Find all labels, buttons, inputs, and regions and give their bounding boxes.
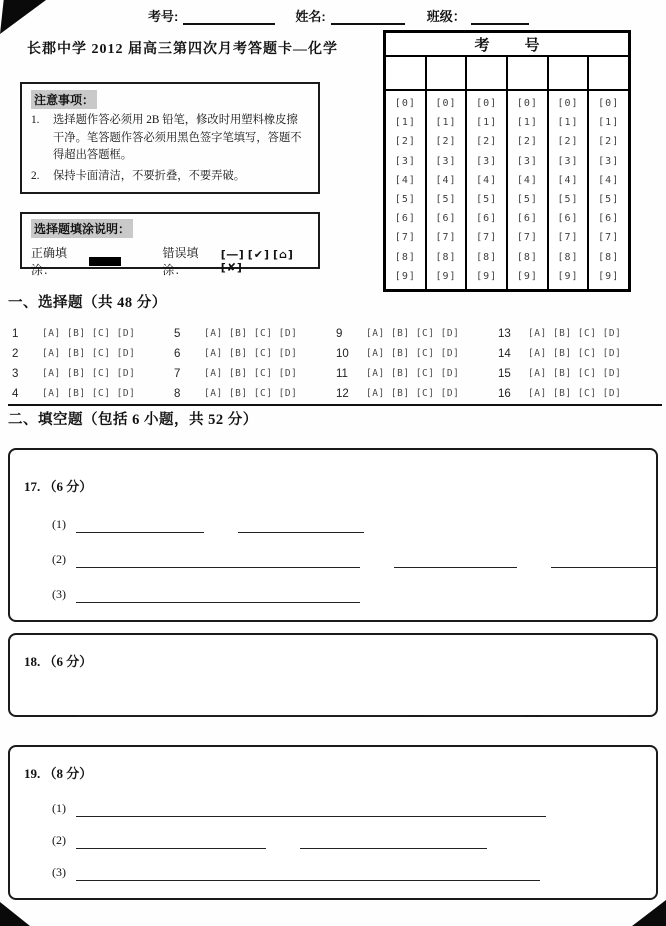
notice-heading: 注意事项： <box>31 90 97 109</box>
question-cell <box>12 384 174 403</box>
digit-bubble[interactable]: [2] <box>557 136 579 148</box>
answer-option-bubbles[interactable]: [A] [B] [C] [D] <box>204 328 298 339</box>
digit-bubble[interactable]: [3] <box>394 155 416 167</box>
digit-bubble[interactable]: [7] <box>435 232 457 244</box>
digit-bubble[interactable]: [2] <box>476 136 498 148</box>
question-number: 11 <box>336 367 348 380</box>
question-cell <box>12 364 174 383</box>
digit-bubble[interactable]: [3] <box>516 155 538 167</box>
digit-bubble[interactable]: [9] <box>598 270 620 282</box>
exam-number-write-cell[interactable] <box>549 57 590 89</box>
exam-number-write-cell[interactable] <box>589 57 628 89</box>
digit-bubble[interactable]: [5] <box>435 194 457 206</box>
digit-bubble[interactable]: [4] <box>516 174 538 186</box>
digit-bubble[interactable]: [1] <box>516 117 538 129</box>
answer-box-heading <box>24 476 642 495</box>
exam-number-column <box>508 91 549 289</box>
digit-bubble[interactable]: [0] <box>516 98 538 110</box>
question-cell <box>12 344 174 363</box>
student-info-row <box>148 6 529 25</box>
sub-question-label: (2) <box>52 552 66 566</box>
digit-bubble[interactable]: [9] <box>557 270 579 282</box>
notice-box <box>20 82 320 194</box>
answer-option-bubbles[interactable]: [A] [B] [C] [D] <box>42 368 136 379</box>
digit-bubble[interactable]: [6] <box>394 213 416 225</box>
question-cell <box>336 344 498 363</box>
question-cell <box>174 344 336 363</box>
digit-bubble[interactable]: [3] <box>557 155 579 167</box>
digit-bubble[interactable]: [8] <box>394 251 416 263</box>
digit-bubble[interactable]: [3] <box>476 155 498 167</box>
digit-bubble[interactable]: [6] <box>435 213 457 225</box>
digit-bubble[interactable]: [1] <box>598 117 620 129</box>
answer-box-heading <box>24 763 642 782</box>
answer-row <box>24 698 642 713</box>
question-number: 16 <box>498 387 511 400</box>
answer-blank[interactable] <box>76 518 204 533</box>
notice-item-text: 选择题作答必须用 2B 铅笔，修改时用塑料橡皮擦干净。笔答题作答必须用黑色签字笔填写，答题不得超出答题框。 <box>53 114 302 161</box>
answer-blank[interactable] <box>541 701 630 716</box>
digit-bubble[interactable]: [8] <box>476 251 498 263</box>
answer-row <box>24 799 642 814</box>
question-cell <box>336 384 498 403</box>
digit-bubble[interactable]: [0] <box>557 98 579 110</box>
exam-number-column <box>589 91 628 289</box>
fill-instruction-box <box>20 212 320 277</box>
digit-bubble[interactable]: [0] <box>394 98 416 110</box>
question-number: 9 <box>336 327 343 340</box>
question-cell <box>336 324 498 343</box>
sub-question-label: (2) <box>52 833 66 847</box>
exam-number-write-cell[interactable] <box>508 57 549 89</box>
exam-number-column <box>549 91 590 289</box>
answer-option-bubbles[interactable]: [A] [B] [C] [D] <box>204 388 298 399</box>
digit-bubble[interactable]: [1] <box>476 117 498 129</box>
question-cell <box>498 364 660 383</box>
answer-option-bubbles[interactable]: [A] [B] [C] [D] <box>366 388 460 399</box>
choice-grid <box>12 324 660 403</box>
question-number: 17. <box>24 479 41 494</box>
wrong-marks <box>221 248 309 274</box>
answer-box-rows <box>24 515 642 600</box>
blank-section-heading: 二、填空题（包括 6 小题，共 52 分） <box>8 412 258 428</box>
exam-number-column <box>386 91 427 289</box>
answer-blank[interactable] <box>76 866 540 881</box>
sub-question-label: (3) <box>52 587 66 601</box>
digit-bubble[interactable]: [8] <box>516 251 538 263</box>
question-number: 15 <box>498 367 511 380</box>
question-number: 5 <box>174 327 181 340</box>
wrong-fill-sample: [✘] <box>220 261 243 274</box>
answer-blank[interactable] <box>551 553 657 568</box>
digit-bubble[interactable]: [8] <box>598 251 620 263</box>
answer-blank[interactable] <box>76 834 266 849</box>
question-cell <box>174 324 336 343</box>
answer-row <box>24 831 642 846</box>
exam-no-label: 考号: <box>148 9 179 24</box>
digit-bubble[interactable]: [8] <box>435 251 457 263</box>
question-score: （8 分） <box>43 766 93 781</box>
question-number: 14 <box>498 347 511 360</box>
question-cell <box>12 324 174 343</box>
digit-bubble[interactable]: [1] <box>394 117 416 129</box>
digit-bubble[interactable]: [6] <box>598 213 620 225</box>
digit-bubble[interactable]: [4] <box>557 174 579 186</box>
digit-bubble[interactable]: [2] <box>394 136 416 148</box>
digit-bubble[interactable]: [4] <box>598 174 620 186</box>
correct-fill-label: 正确填涂： <box>31 246 68 277</box>
question-score: （6 分） <box>43 654 93 669</box>
notice-item <box>31 112 309 165</box>
question-number: 1 <box>12 327 19 340</box>
notice-item <box>31 168 309 186</box>
answer-row <box>24 585 642 600</box>
question-number: 13 <box>498 327 511 340</box>
wrong-fill-sample: [✔] <box>247 248 271 261</box>
answer-box-heading <box>24 651 642 670</box>
exam-number-column <box>467 91 508 289</box>
question-cell <box>174 384 336 403</box>
answer-option-bubbles[interactable]: [A] [B] [C] [D] <box>42 328 136 339</box>
answer-option-bubbles[interactable]: [A] [B] [C] [D] <box>528 348 622 359</box>
answer-box-rows <box>24 799 642 878</box>
answer-row <box>24 863 642 878</box>
digit-bubble[interactable]: [6] <box>557 213 579 225</box>
digit-bubble[interactable]: [3] <box>598 155 620 167</box>
question-number: 6 <box>174 347 181 360</box>
digit-bubble[interactable]: [9] <box>516 270 538 282</box>
sub-question-label: (1) <box>52 801 66 815</box>
answer-option-bubbles[interactable]: [A] [B] [C] [D] <box>366 328 460 339</box>
digit-bubble[interactable]: [4] <box>394 174 416 186</box>
exam-number-write-cell[interactable] <box>427 57 468 89</box>
notice-item-text: 保持卡面清洁，不要折叠，不要弄破。 <box>53 169 246 182</box>
answer-blank[interactable] <box>394 553 517 568</box>
question-number: 2 <box>12 347 19 360</box>
exam-number-grid-title: 考 号 <box>386 33 628 57</box>
answer-row <box>24 550 642 565</box>
name-field[interactable] <box>331 10 405 25</box>
fill-instruction-heading: 选择题填涂说明： <box>31 219 133 238</box>
section-divider <box>8 404 662 406</box>
answer-option-bubbles[interactable]: [A] [B] [C] [D] <box>204 368 298 379</box>
question-number: 19. <box>24 766 41 781</box>
digit-bubble[interactable]: [7] <box>476 232 498 244</box>
answer-blank[interactable] <box>76 553 360 568</box>
corner-mark-bottom-left <box>0 902 30 926</box>
digit-bubble[interactable]: [3] <box>435 155 457 167</box>
question-number: 7 <box>174 367 181 380</box>
notice-item-number: 2. <box>31 169 40 182</box>
answer-box-rows <box>24 698 642 713</box>
digit-bubble[interactable]: [2] <box>598 136 620 148</box>
digit-bubble[interactable]: [4] <box>435 174 457 186</box>
digit-bubble[interactable]: [5] <box>516 194 538 206</box>
wrong-fill-sample: [―] <box>220 248 245 261</box>
answer-blank[interactable] <box>238 518 364 533</box>
wrong-fill-sample: [⌂] <box>273 248 294 261</box>
answer-blank[interactable] <box>76 588 360 603</box>
exam-number-grid-columns <box>386 91 628 289</box>
answer-blank[interactable] <box>425 701 523 716</box>
exam-number-grid <box>383 30 631 292</box>
name-label: 姓名: <box>295 9 326 24</box>
question-number: 4 <box>12 387 19 400</box>
exam-number-column <box>427 91 468 289</box>
digit-bubble[interactable]: [5] <box>476 194 498 206</box>
answer-option-bubbles[interactable]: [A] [B] [C] [D] <box>528 328 622 339</box>
answer-option-bubbles[interactable]: [A] [B] [C] [D] <box>366 348 460 359</box>
digit-bubble[interactable]: [5] <box>557 194 579 206</box>
exam-no-field[interactable] <box>183 10 275 25</box>
digit-bubble[interactable]: [1] <box>557 117 579 129</box>
question-cell <box>498 344 660 363</box>
question-cell <box>498 324 660 343</box>
answer-option-bubbles[interactable]: [A] [B] [C] [D] <box>528 368 622 379</box>
digit-bubble[interactable]: [4] <box>476 174 498 186</box>
answer-box-17 <box>8 448 658 622</box>
class-label: 班级： <box>426 9 466 24</box>
answer-blank[interactable] <box>300 834 487 849</box>
digit-bubble[interactable]: [9] <box>394 270 416 282</box>
answer-option-bubbles[interactable]: [A] [B] [C] [D] <box>42 348 136 359</box>
digit-bubble[interactable]: [6] <box>516 213 538 225</box>
class-field[interactable] <box>471 10 529 25</box>
answer-blank[interactable] <box>76 701 407 716</box>
answer-row <box>24 515 642 530</box>
sub-question-label: (3) <box>52 865 66 879</box>
choice-section-heading: 一、选择题（共 48 分） <box>8 295 167 311</box>
question-number: 8 <box>174 387 181 400</box>
digit-bubble[interactable]: [0] <box>598 98 620 110</box>
digit-bubble[interactable]: [7] <box>557 232 579 244</box>
exam-number-write-cell[interactable] <box>386 57 427 89</box>
notice-item-number: 1. <box>31 114 40 126</box>
correct-fill-sample <box>89 257 120 266</box>
wrong-fill-label: 错误填涂： <box>162 246 199 277</box>
digit-bubble[interactable]: [6] <box>476 213 498 225</box>
digit-bubble[interactable]: [7] <box>598 232 620 244</box>
answer-box-18 <box>8 633 658 717</box>
question-number: 10 <box>336 347 349 360</box>
question-cell <box>498 384 660 403</box>
digit-bubble[interactable]: [9] <box>435 270 457 282</box>
fill-instruction-row <box>31 244 309 278</box>
digit-bubble[interactable]: [9] <box>476 270 498 282</box>
digit-bubble[interactable]: [0] <box>435 98 457 110</box>
answer-option-bubbles[interactable]: [A] [B] [C] [D] <box>204 348 298 359</box>
question-number: 3 <box>12 367 19 380</box>
exam-number-write-row <box>386 57 628 91</box>
corner-mark-top-left <box>0 0 46 34</box>
digit-bubble[interactable]: [0] <box>476 98 498 110</box>
digit-bubble[interactable]: [1] <box>435 117 457 129</box>
answer-blank[interactable] <box>76 802 546 817</box>
exam-number-write-cell[interactable] <box>467 57 508 89</box>
sheet-title: 长郡中学 2012 届高三第四次月考答题卡—化学 <box>27 42 338 57</box>
answer-option-bubbles[interactable]: [A] [B] [C] [D] <box>366 368 460 379</box>
digit-bubble[interactable]: [7] <box>516 232 538 244</box>
digit-bubble[interactable]: [2] <box>435 136 457 148</box>
question-score: （6 分） <box>43 479 93 494</box>
digit-bubble[interactable]: [7] <box>394 232 416 244</box>
answer-box-19 <box>8 745 658 900</box>
answer-option-bubbles[interactable]: [A] [B] [C] [D] <box>42 388 136 399</box>
digit-bubble[interactable]: [5] <box>394 194 416 206</box>
corner-mark-bottom-right <box>632 900 666 926</box>
question-number: 18. <box>24 654 41 669</box>
answer-option-bubbles[interactable]: [A] [B] [C] [D] <box>528 388 622 399</box>
digit-bubble[interactable]: [2] <box>516 136 538 148</box>
sub-question-label: (1) <box>52 517 66 531</box>
question-cell <box>174 364 336 383</box>
question-number: 12 <box>336 387 349 400</box>
digit-bubble[interactable]: [8] <box>557 251 579 263</box>
question-cell <box>336 364 498 383</box>
digit-bubble[interactable]: [5] <box>598 194 620 206</box>
